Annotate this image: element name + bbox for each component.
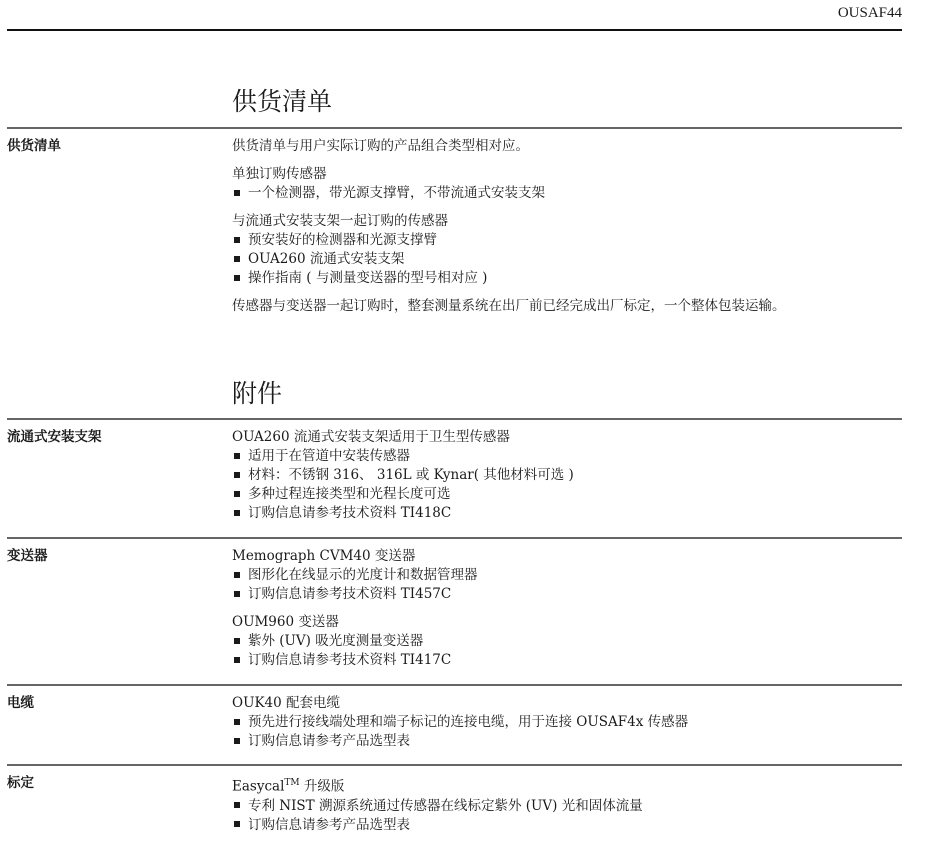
bullet-item <box>232 184 902 203</box>
heading-text: 单独订购传感器 <box>232 166 327 182</box>
section-title-scope-of-delivery: 供货清单 <box>232 87 333 116</box>
square-bullet-icon <box>234 657 240 663</box>
bullet-text: 材料：不锈钢 316、 316L 或 Kynar( 其他材料可选 ) <box>248 467 574 483</box>
heading-text: OUM960 变送器 <box>232 614 339 630</box>
header-rule <box>7 29 902 31</box>
bullet-text: 紫外 (UV) 吸光度测量变送器 <box>248 633 424 649</box>
square-bullet-icon <box>234 472 240 478</box>
square-bullet-icon <box>234 256 240 262</box>
bullet-text: 预先进行接线端处理和端子标记的连接电缆，用于连接 OUSAF4x 传感器 <box>248 714 689 730</box>
row-content <box>232 137 902 325</box>
content-group <box>232 547 902 604</box>
square-bullet-icon <box>234 491 240 497</box>
bullet-item <box>232 269 902 288</box>
bullet-text: OUA260 流通式安装支架 <box>248 251 405 267</box>
group-heading <box>232 297 902 316</box>
bullet-item <box>232 797 902 816</box>
bullet-item <box>232 250 902 269</box>
bullet-item <box>232 585 902 604</box>
bullet-item <box>232 566 902 585</box>
row-label: 流通式安装支架 <box>7 429 102 445</box>
square-bullet-icon <box>234 738 240 744</box>
section-title-accessories: 附件 <box>232 379 283 408</box>
bullet-text: 操作指南 ( 与测量变送器的型号相对应 ) <box>248 270 488 286</box>
group-heading <box>232 165 902 184</box>
bullet-text: 订购信息请参考产品选型表 <box>248 816 410 833</box>
heading-suffix: 升级版 <box>299 778 345 795</box>
heading-text: OUK40 配套电缆 <box>232 695 340 711</box>
heading-text: 与流通式安装支架一起订购的传感器 <box>232 213 448 229</box>
group-heading <box>232 694 902 713</box>
bullet-text: 多种过程连接类型和光程长度可选 <box>248 486 451 502</box>
trademark-sup: TM <box>284 778 300 788</box>
row-content <box>232 694 902 760</box>
bullet-item <box>232 732 902 751</box>
square-bullet-icon <box>234 591 240 597</box>
bullet-item <box>232 504 902 523</box>
row-content <box>232 547 902 679</box>
document-code: OUSAF44 <box>837 5 902 21</box>
bullet-text: 一个检测器，带光源支撑臂，不带流通式安装支架 <box>248 185 545 201</box>
square-bullet-icon <box>234 572 240 578</box>
square-bullet-icon <box>234 802 240 808</box>
square-bullet-icon <box>234 510 240 516</box>
square-bullet-icon <box>234 638 240 644</box>
bullet-item <box>232 485 902 504</box>
row-content <box>232 428 902 532</box>
bullet-item <box>232 651 902 670</box>
bullet-text: 适用于在管道中安装传感器 <box>248 448 410 464</box>
row-label: 供货清单 <box>7 138 61 154</box>
bullet-text: 订购信息请参考技术资料 TI457C <box>248 586 452 602</box>
bullet-item <box>232 632 902 651</box>
bullet-item <box>232 466 902 485</box>
heading-text: Memograph CVM40 变送器 <box>232 548 416 564</box>
bullet-text: 订购信息请参考技术资料 TI417C <box>248 652 452 668</box>
heading-text: 供货清单与用户实际订购的产品组合类型相对应。 <box>232 138 529 154</box>
content-group <box>232 774 902 835</box>
bullet-item <box>232 447 902 466</box>
section-divider <box>7 764 902 766</box>
group-heading <box>232 137 902 156</box>
section-divider <box>7 684 902 686</box>
bullet-text: 图形化在线显示的光度计和数据管理器 <box>248 567 478 583</box>
group-heading <box>232 613 902 632</box>
bullet-item <box>232 231 902 250</box>
row-label: 标定 <box>7 775 34 791</box>
heading-text: OUA260 流通式安装支架适用于卫生型传感器 <box>232 429 510 445</box>
section-divider <box>7 418 902 420</box>
bullet-text: 订购信息请参考产品选型表 <box>248 733 410 749</box>
square-bullet-icon <box>234 275 240 281</box>
content-group <box>232 297 902 316</box>
content-group <box>232 694 902 751</box>
section-divider <box>7 127 902 129</box>
content-group <box>232 613 902 670</box>
row-content <box>232 774 902 844</box>
group-heading <box>232 428 902 447</box>
square-bullet-icon <box>234 237 240 243</box>
group-heading <box>232 212 902 231</box>
content-group <box>232 137 902 156</box>
heading-text: Easycal <box>232 778 285 795</box>
content-group <box>232 428 902 523</box>
row-label: 变送器 <box>7 548 48 564</box>
group-heading <box>232 774 902 797</box>
heading-text: 传感器与变送器一起订购时，整套测量系统在出厂前已经完成出厂标定，一个整体包装运输。 <box>232 298 786 314</box>
bullet-text: 订购信息请参考技术资料 TI418C <box>248 505 452 521</box>
group-heading <box>232 547 902 566</box>
bullet-item <box>232 713 902 732</box>
content-group <box>232 212 902 288</box>
bullet-text: 预安装好的检测器和光源支撑臂 <box>248 232 437 248</box>
square-bullet-icon <box>234 821 240 827</box>
bullet-item <box>232 816 902 835</box>
section-divider <box>7 537 902 539</box>
square-bullet-icon <box>234 190 240 196</box>
row-label: 电缆 <box>7 695 34 711</box>
bullet-text: 专利 NIST 溯源系统通过传感器在线标定紫外 (UV) 光和固体流量 <box>248 797 643 814</box>
content-group <box>232 165 902 203</box>
square-bullet-icon <box>234 719 240 725</box>
square-bullet-icon <box>234 453 240 459</box>
